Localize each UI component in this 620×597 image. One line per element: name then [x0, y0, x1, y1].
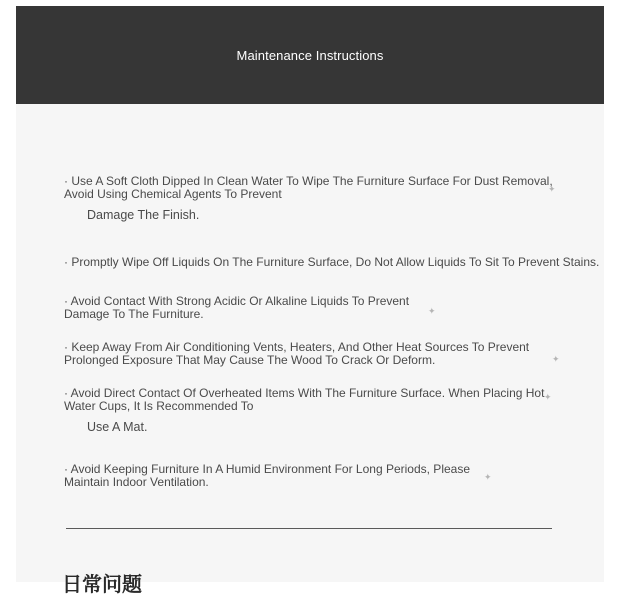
header-banner — [16, 6, 604, 104]
instruction-line: · Promptly Wipe Off Liquids On The Furniture Surface, Do Not Allow Liquids To Sit To Prevent Stains. — [64, 255, 600, 269]
instruction-continuation: Damage The Finish. — [87, 208, 200, 222]
instruction-line: · Keep Away From Air Conditioning Vents, Heaters, And Other Heat Sources To Prevent — [64, 340, 530, 354]
instruction-line: · Avoid Direct Contact Of Overheated Items With The Furniture Surface. When Placing Hot — [64, 386, 545, 400]
page-title: Maintenance Instructions — [236, 47, 384, 63]
instruction-continuation: Use A Mat. — [87, 420, 148, 434]
decorative-speck: ✦ — [552, 354, 560, 364]
instruction-item — [64, 175, 553, 222]
instruction-line: Damage To The Furniture. — [64, 307, 204, 321]
decorative-speck: ✦ — [428, 306, 436, 316]
decorative-speck: ✦ — [544, 392, 552, 402]
instruction-line: · Avoid Keeping Furniture In A Humid Environment For Long Periods, Please — [64, 462, 471, 476]
decorative-speck: ✦ — [548, 184, 556, 194]
instruction-item — [64, 341, 529, 367]
instruction-line: · Avoid Contact With Strong Acidic Or Alkaline Liquids To Prevent — [64, 294, 410, 308]
section-divider — [66, 528, 552, 529]
instruction-line: · Use A Soft Cloth Dipped In Clean Water To Wipe The Furniture Surface For Dust Removal, — [64, 174, 553, 188]
instruction-item — [64, 463, 470, 489]
instruction-line: Water Cups, It Is Recommended To — [64, 399, 254, 413]
instruction-item — [64, 295, 409, 321]
instruction-item — [64, 256, 599, 269]
faq-heading: 日常问题 — [62, 572, 142, 596]
decorative-speck: ✦ — [484, 472, 492, 482]
instruction-line: Avoid Using Chemical Agents To Prevent — [64, 187, 282, 201]
instruction-line: Prolonged Exposure That May Cause The Wood To Crack Or Deform. — [64, 353, 436, 367]
instruction-item — [64, 387, 544, 434]
instruction-line: Maintain Indoor Ventilation. — [64, 475, 209, 489]
